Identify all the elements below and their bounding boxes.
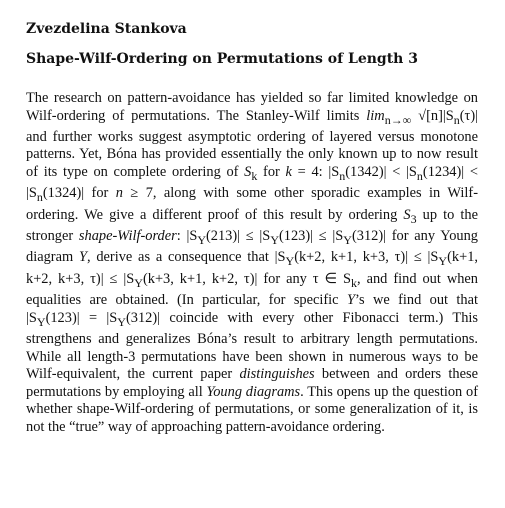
math-symbol: Y: [346, 292, 355, 309]
math-subscript: n: [416, 168, 423, 183]
abstract-text: = 4: |S: [291, 163, 340, 180]
math-subscript: n: [36, 190, 43, 205]
abstract-paragraph: [26, 90, 478, 436]
abstract-text: for: [257, 163, 286, 180]
math-subscript: k: [351, 275, 358, 290]
abstract-text: , and find out when equalities are obtained. (In particular, for specific: [26, 270, 478, 309]
math-subscript: Y: [285, 254, 295, 269]
abstract-text: (1324)| for: [42, 185, 116, 202]
math-subscript: k: [251, 168, 258, 183]
abstract-text: : |S: [176, 228, 198, 244]
emphasized-text: Young diagrams: [206, 383, 301, 400]
abstract-text: , derive as a consequence that |S: [86, 249, 286, 266]
math-symbol: Y: [78, 249, 87, 266]
abstract-text: The research on pattern-avoidance has yielded so far limited knowledge on Wilf-ordering of permutations. The Stanley-Wilf limits: [26, 90, 478, 124]
abstract-text: (123)| = |S: [45, 309, 118, 326]
abstract-text: ’s we find out that |S: [26, 292, 478, 326]
abstract-text: (1234)| < |S: [26, 163, 478, 202]
math-subscript: Y: [197, 232, 206, 247]
math-subscript: n: [453, 112, 460, 127]
abstract-text: (1342)| < |S: [345, 163, 417, 180]
math-subscript: n→∞: [384, 112, 412, 127]
paper-page: [26, 20, 478, 436]
abstract-text: (213)| ≤ |S: [206, 228, 271, 244]
abstract-text: . This opens up the question of whether shape-Wilf-ordering of permutations, or some generalization of it, is not the “true” way of approaching pattern-avoidance ordering.: [26, 383, 478, 435]
abstract-text: between and orders these permutations by employing all: [26, 366, 478, 400]
math-subscript: Y: [343, 232, 352, 247]
abstract-text: (312)| for any Young diagram: [26, 228, 478, 266]
math-subscript: Y: [36, 314, 46, 329]
math-symbol: n: [115, 185, 123, 202]
author-name: Zvezdelina Stankova: [26, 21, 187, 37]
abstract-text: (τ)| and further works suggest asymptotic ordering of layered versus monotone patterns. Yet, Bóna has provided essentially the only known up to now result of its type on complete ordering of: [26, 107, 478, 180]
math-subscript: Y: [134, 275, 143, 290]
math-subscript: n: [339, 168, 346, 183]
abstract-text: √[n]|S: [411, 107, 454, 124]
abstract-text: (k+2, k+1, k+3, τ)| ≤ |S: [294, 249, 439, 266]
math-symbol: S: [244, 163, 252, 180]
math-symbol: lim: [366, 107, 385, 124]
math-subscript: Y: [117, 314, 126, 329]
abstract-text: (312)| coincide with every other Fibonacci term.) This strengthens and generalizes Bóna’s result to arbitrary length permutations. While all length-3 permutations have been shown in numerous ways to be Wilf-equivalent, the current paper: [26, 309, 479, 382]
abstract-text: (k+1, k+2, k+3, τ)| ≤ |S: [26, 249, 478, 287]
abstract-text: (k+3, k+1, k+2, τ)| for any τ ∈ S: [142, 270, 352, 287]
emphasized-text: shape-Wilf-order: [78, 228, 177, 244]
abstract-text: up to the stronger: [26, 206, 479, 244]
math-subscript: Y: [438, 254, 448, 269]
abstract-text: ≥ 7, along with some other sporadic examples in Wilf-ordering. We give a different proof of this result by ordering: [26, 185, 478, 223]
math-symbol: k: [285, 163, 292, 180]
emphasized-text: distinguishes: [239, 366, 315, 382]
math-subscript: Y: [270, 232, 279, 247]
paper-title: Shape-Wilf-Ordering on Permutations of Length 3: [26, 51, 418, 67]
math-subscript: 3: [410, 211, 417, 226]
abstract-text: (123)| ≤ |S: [278, 228, 344, 244]
math-symbol: S: [403, 206, 411, 223]
